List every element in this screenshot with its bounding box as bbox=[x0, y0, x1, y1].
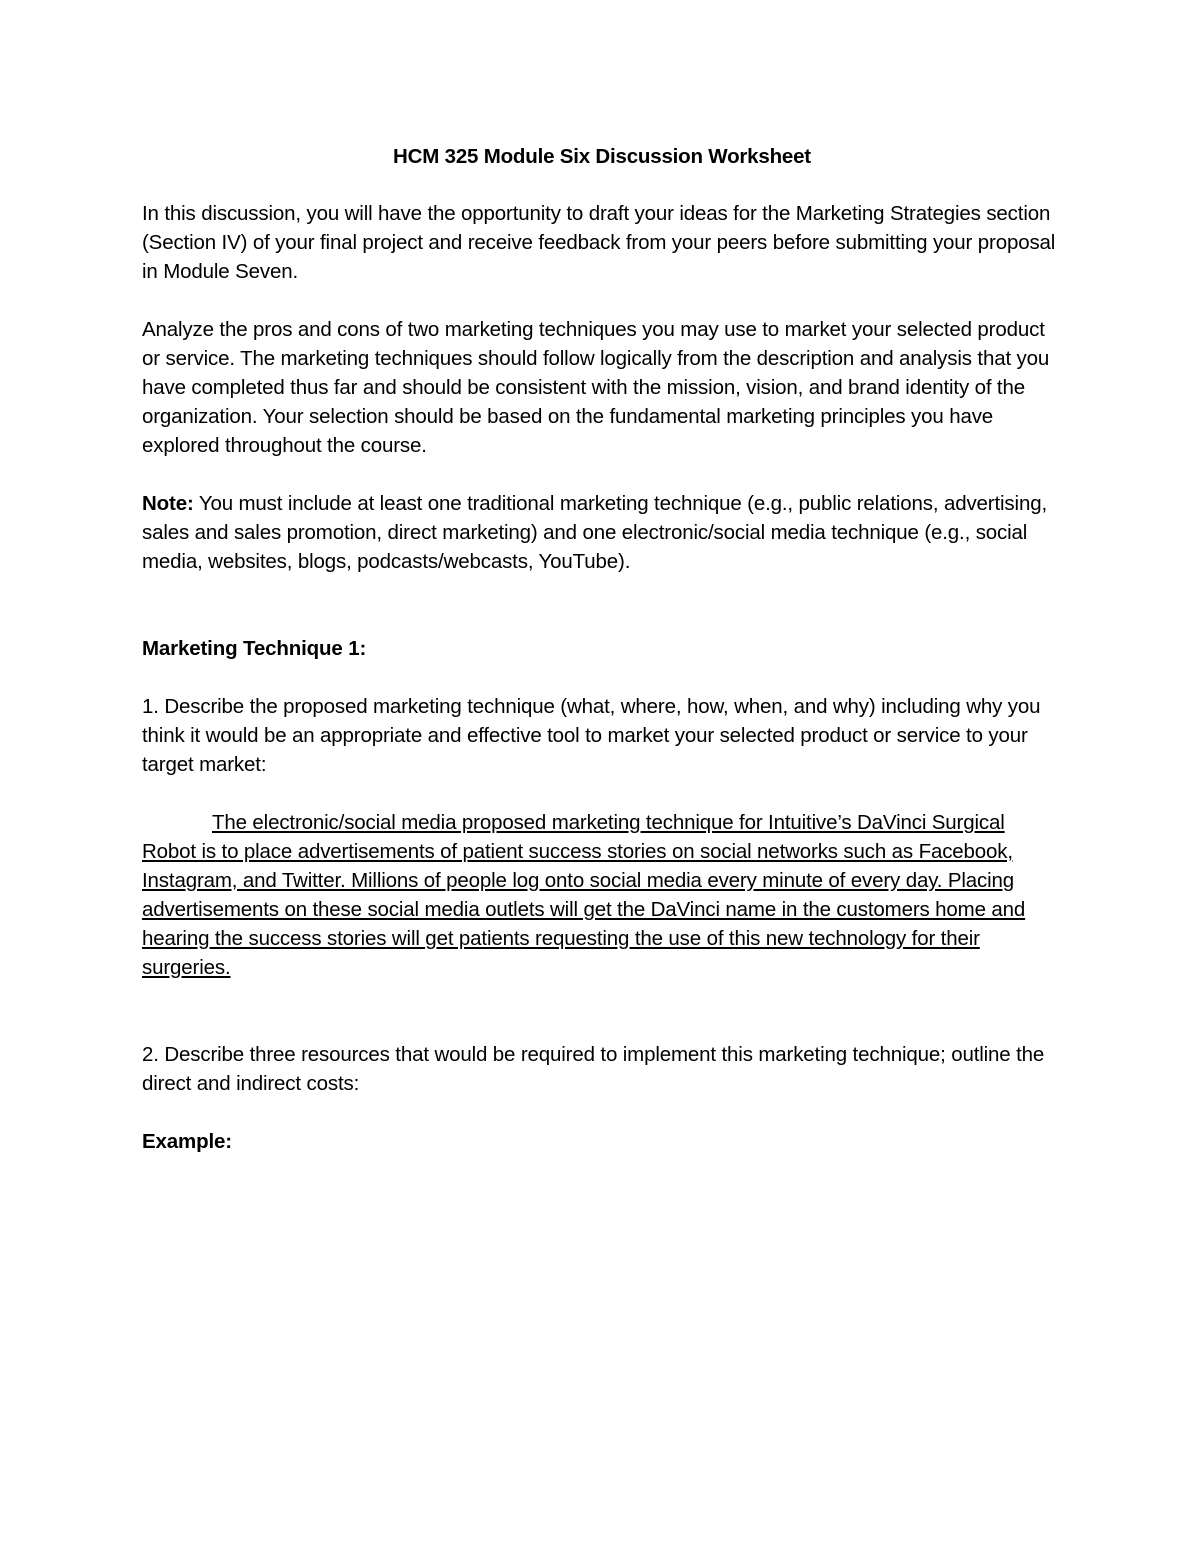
answer-1: The electronic/social media proposed marketing technique for Intuitive’s DaVinci Surgical Robot is to place advertisements of patient success stories on social networks such as Facebook, Instagram, and Twitter. Millions of people log onto social media every minute of every day. Placing advertisements on these social media outlets will get the DaVinci name in the customers home and hearing the success stories will get patients requesting the use of this new technology for their surgeries. bbox=[142, 811, 1026, 979]
question-2: 2. Describe three resources that would be required to implement this marketing technique; outline the direct and indirect costs: bbox=[142, 1043, 1045, 1095]
analyze-paragraph: Analyze the pros and cons of two marketing techniques you may use to market your selected product or service. The marketing techniques should follow logically from the description and analysis that you have completed thus far and should be consistent with the mission, vision, and brand identity of the organization. Your selection should be based on the fundamental marketing principles you have explored throughout the course. bbox=[142, 318, 1050, 457]
intro-paragraph: In this discussion, you will have the opportunity to draft your ideas for the Marketing Strategies section (Section IV) of your final project and receive feedback from your peers before submitting your proposal in Module Seven. bbox=[142, 202, 1056, 283]
note-paragraph bbox=[142, 489, 1062, 576]
example-label: Example: bbox=[142, 1130, 232, 1153]
note-label: Note: bbox=[142, 492, 194, 515]
document-body bbox=[142, 142, 1062, 1156]
note-text: You must include at least one traditional marketing technique (e.g., public relations, advertising, sales and sales promotion, direct marketing) and one electronic/social media technique (e.g., social media, websites, blogs, podcasts/webcasts, YouTube). bbox=[142, 492, 1047, 573]
question-1: 1. Describe the proposed marketing technique (what, where, how, when, and why) including why you think it would be an appropriate and effective tool to market your selected product or service to your target market: bbox=[142, 695, 1041, 776]
page-title: HCM 325 Module Six Discussion Worksheet bbox=[393, 145, 811, 168]
technique-heading: Marketing Technique 1: bbox=[142, 637, 367, 660]
